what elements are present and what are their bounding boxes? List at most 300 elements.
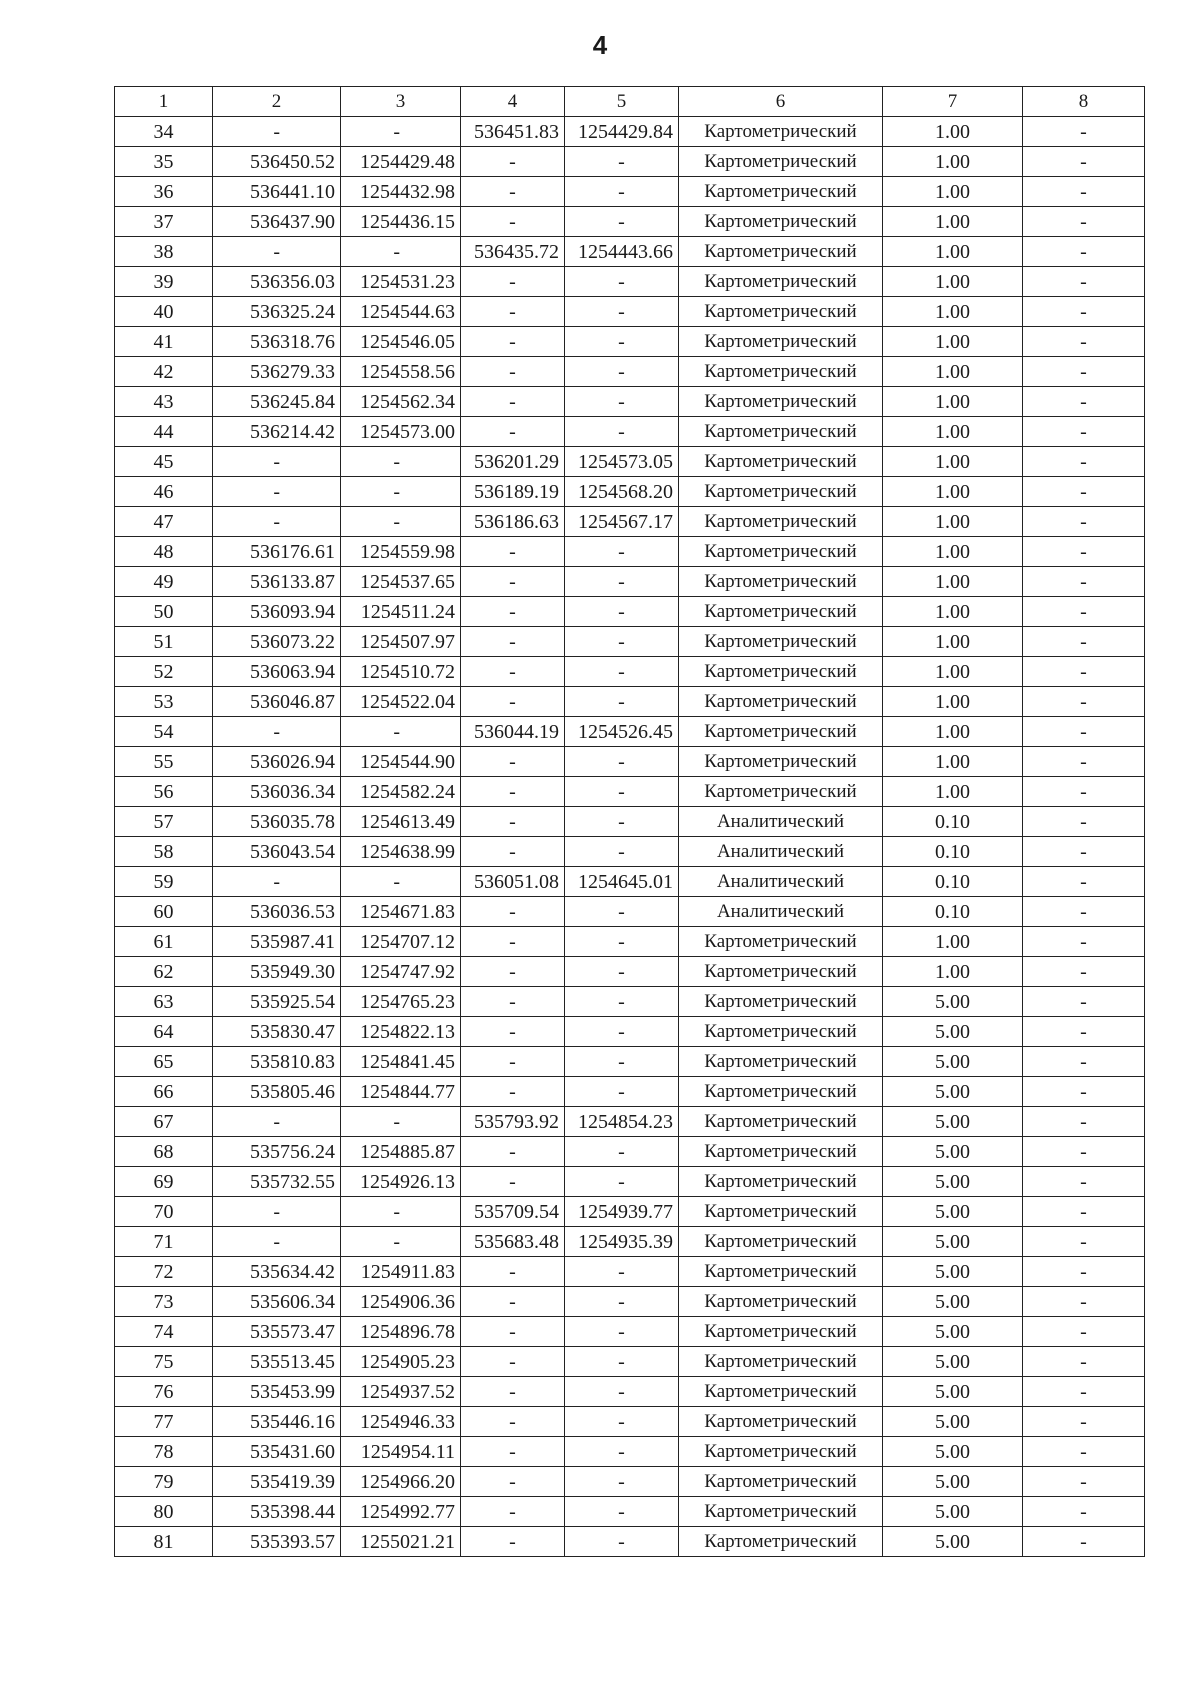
table-cell: 1.00 [883,777,1023,807]
table-cell: - [565,597,679,627]
table-cell: 5.00 [883,1107,1023,1137]
table-cell: - [1023,867,1145,897]
table-row [115,927,1145,957]
table-cell: Картометрический [679,387,883,417]
table-cell: - [461,1287,565,1317]
table-cell: - [1023,627,1145,657]
table-cell: 49 [115,567,213,597]
page-number: 4 [592,30,608,60]
table-cell: 5.00 [883,1287,1023,1317]
table-cell: - [565,987,679,1017]
table-row [115,117,1145,147]
table-cell: 0.10 [883,807,1023,837]
table-cell: 535634.42 [213,1257,341,1287]
table-cell: - [461,147,565,177]
table-cell: 535810.83 [213,1047,341,1077]
table-cell: 1254747.92 [341,957,461,987]
table-row [115,1257,1145,1287]
table-cell: 1.00 [883,747,1023,777]
table-cell: - [565,1437,679,1467]
table-cell: - [1023,387,1145,417]
table-cell: - [565,1167,679,1197]
table-cell: 72 [115,1257,213,1287]
column-header: 6 [679,87,883,117]
table-cell: - [213,1107,341,1137]
table-row [115,1047,1145,1077]
table-cell: 61 [115,927,213,957]
table-cell: 1.00 [883,207,1023,237]
table-cell: - [461,1347,565,1377]
table-cell: - [213,237,341,267]
table-cell: - [461,1047,565,1077]
table-row [115,1077,1145,1107]
table-cell: 5.00 [883,1197,1023,1227]
table-cell: 1.00 [883,537,1023,567]
table-cell: 1254926.13 [341,1167,461,1197]
table-cell: Картометрический [679,237,883,267]
table-row [115,1317,1145,1347]
table-cell: - [565,837,679,867]
table-cell: - [565,1497,679,1527]
table-cell: - [1023,1377,1145,1407]
table-cell: - [213,117,341,147]
table-cell: - [565,177,679,207]
table-header-row [115,87,1145,117]
table-cell: - [1023,207,1145,237]
table-cell: 37 [115,207,213,237]
table-cell: 1254911.83 [341,1257,461,1287]
table-row [115,777,1145,807]
table-cell: 5.00 [883,1077,1023,1107]
table-cell: 75 [115,1347,213,1377]
table-cell: 1.00 [883,297,1023,327]
table-cell: Картометрический [679,147,883,177]
table-cell: 67 [115,1107,213,1137]
table-cell: - [1023,1287,1145,1317]
table-cell: 0.10 [883,837,1023,867]
table-cell: Картометрический [679,507,883,537]
table-cell: - [1023,837,1145,867]
table-cell: Картометрический [679,1077,883,1107]
table-cell: 1.00 [883,717,1023,747]
table-cell: - [461,657,565,687]
table-cell: - [213,867,341,897]
table-cell: 1.00 [883,357,1023,387]
table-cell: 34 [115,117,213,147]
table-cell: - [1023,237,1145,267]
table-row [115,447,1145,477]
table-cell: - [1023,597,1145,627]
table-row [115,1497,1145,1527]
table-cell: 74 [115,1317,213,1347]
table-cell: 536356.03 [213,267,341,297]
table-cell: Картометрический [679,1167,883,1197]
table-row [115,1407,1145,1437]
table-cell: 535709.54 [461,1197,565,1227]
table-cell: 76 [115,1377,213,1407]
table-cell: - [565,807,679,837]
table-row [115,627,1145,657]
table-cell: 536026.94 [213,747,341,777]
table-cell: 38 [115,237,213,267]
table-row [115,567,1145,597]
table-cell: Картометрический [679,747,883,777]
table-cell: 50 [115,597,213,627]
table-cell: 535446.16 [213,1407,341,1437]
table-cell: - [565,147,679,177]
table-cell: 535805.46 [213,1077,341,1107]
table-cell: 5.00 [883,1437,1023,1467]
table-cell: - [565,567,679,597]
table-cell: - [1023,717,1145,747]
table-cell: - [461,1497,565,1527]
table-cell: 1.00 [883,627,1023,657]
table-cell: 62 [115,957,213,987]
table-cell: 1254844.77 [341,1077,461,1107]
table-cell: 1.00 [883,477,1023,507]
table-row [115,1107,1145,1137]
table-cell: Картометрический [679,447,883,477]
table-row [115,147,1145,177]
table-cell: - [461,567,565,597]
table-cell: Картометрический [679,1287,883,1317]
table-cell: Картометрический [679,777,883,807]
table-cell: - [341,1227,461,1257]
table-cell: 1.00 [883,447,1023,477]
table-cell: - [461,1377,565,1407]
table-row [115,597,1145,627]
table-cell: - [1023,1467,1145,1497]
table-cell: 536133.87 [213,567,341,597]
table-cell: - [341,867,461,897]
table-cell: - [1023,957,1145,987]
table-cell: 1254671.83 [341,897,461,927]
table-cell: 5.00 [883,1347,1023,1377]
table-row [115,537,1145,567]
table-cell: - [1023,1257,1145,1287]
table-row [115,1197,1145,1227]
table-cell: - [565,297,679,327]
table-cell: 1254429.48 [341,147,461,177]
table-cell: 35 [115,147,213,177]
table-cell: Картометрический [679,1527,883,1557]
table-cell: 1254885.87 [341,1137,461,1167]
table-cell: Картометрический [679,1347,883,1377]
table-cell: - [1023,657,1145,687]
table-cell: 1254562.34 [341,387,461,417]
table-cell: 80 [115,1497,213,1527]
table-cell: - [565,657,679,687]
table-cell: 1254429.84 [565,117,679,147]
table-cell: - [1023,1167,1145,1197]
table-cell: - [565,207,679,237]
table-cell: 535393.57 [213,1527,341,1557]
table-cell: - [213,717,341,747]
table-cell: 1.00 [883,147,1023,177]
table-body [115,117,1145,1557]
table-cell: - [1023,477,1145,507]
table-cell: Картометрический [679,1467,883,1497]
table-cell: 1254765.23 [341,987,461,1017]
table-cell: - [565,1257,679,1287]
table-cell: - [1023,1347,1145,1377]
table-cell: 536279.33 [213,357,341,387]
table-cell: Картометрический [679,927,883,957]
table-row [115,507,1145,537]
table-cell: 535431.60 [213,1437,341,1467]
table-cell: 60 [115,897,213,927]
table-cell: 58 [115,837,213,867]
table-cell: - [1023,1527,1145,1557]
table-cell: Аналитический [679,867,883,897]
table-cell: Картометрический [679,477,883,507]
table-cell: - [461,1437,565,1467]
table-cell: - [1023,1497,1145,1527]
table-cell: 42 [115,357,213,387]
table-cell: 5.00 [883,987,1023,1017]
table-cell: - [341,117,461,147]
table-cell: 65 [115,1047,213,1077]
table-cell: - [565,417,679,447]
table-cell: - [461,957,565,987]
table-cell: - [565,1317,679,1347]
table-cell: - [461,1017,565,1047]
table-cell: Картометрический [679,1497,883,1527]
table-cell: 53 [115,687,213,717]
column-header: 8 [1023,87,1145,117]
table-cell: 1254537.65 [341,567,461,597]
table-cell: 1254638.99 [341,837,461,867]
table-cell: - [461,177,565,207]
table-cell: Картометрический [679,1197,883,1227]
table-cell: - [461,387,565,417]
table-cell: - [213,1227,341,1257]
table-cell: 536073.22 [213,627,341,657]
table-cell: 1254544.63 [341,297,461,327]
table-cell: - [1023,927,1145,957]
table-cell: Картометрический [679,1377,883,1407]
table-cell: - [1023,327,1145,357]
table-row [115,207,1145,237]
table-cell: 535606.34 [213,1287,341,1317]
table-cell: - [213,507,341,537]
column-header: 1 [115,87,213,117]
table-cell: 536189.19 [461,477,565,507]
table-cell: Картометрический [679,357,883,387]
table-cell: - [1023,567,1145,597]
table-cell: 1.00 [883,267,1023,297]
column-header: 4 [461,87,565,117]
table-cell: Картометрический [679,207,883,237]
table-cell: Аналитический [679,837,883,867]
table-row [115,267,1145,297]
table-cell: 1.00 [883,927,1023,957]
table-cell: - [341,507,461,537]
table-row [115,867,1145,897]
table-cell: 5.00 [883,1017,1023,1047]
table-cell: 56 [115,777,213,807]
table-cell: 79 [115,1467,213,1497]
table-cell: 1.00 [883,327,1023,357]
table-cell: - [1023,537,1145,567]
table-cell: - [565,897,679,927]
table-cell: 1254559.98 [341,537,461,567]
table-cell: 1254841.45 [341,1047,461,1077]
table-cell: - [461,927,565,957]
table-cell: - [565,1077,679,1107]
table-cell: 1254573.05 [565,447,679,477]
table-cell: - [1023,1197,1145,1227]
table-cell: - [565,327,679,357]
table-cell: - [341,1107,461,1137]
table-cell: - [1023,177,1145,207]
table-cell: 1254939.77 [565,1197,679,1227]
table-cell: 536435.72 [461,237,565,267]
table-cell: - [1023,1047,1145,1077]
table-cell: 48 [115,537,213,567]
table-cell: 1254613.49 [341,807,461,837]
table-cell: - [341,1197,461,1227]
table-cell: Картометрический [679,297,883,327]
table-cell: 536318.76 [213,327,341,357]
table-cell: - [461,1137,565,1167]
table-cell: - [461,267,565,297]
table-row [115,1287,1145,1317]
table-row [115,327,1145,357]
table-cell: 535419.39 [213,1467,341,1497]
table-cell: - [565,1467,679,1497]
table-row [115,1467,1145,1497]
table-cell: 536245.84 [213,387,341,417]
table-cell: 1254954.11 [341,1437,461,1467]
table-cell: 47 [115,507,213,537]
table-cell: 1.00 [883,387,1023,417]
table-cell: 77 [115,1407,213,1437]
table-cell: 41 [115,327,213,357]
table-cell: Картометрический [679,1407,883,1437]
table-cell: 46 [115,477,213,507]
table-cell: - [461,777,565,807]
table-cell: 535949.30 [213,957,341,987]
table-cell: - [1023,117,1145,147]
coordinates-table [114,86,1145,1557]
table-cell: - [1023,987,1145,1017]
table-cell: 536043.54 [213,837,341,867]
table-cell: 1254896.78 [341,1317,461,1347]
table-row [115,687,1145,717]
table-cell: Картометрический [679,687,883,717]
table-cell: 78 [115,1437,213,1467]
column-header: 7 [883,87,1023,117]
table-cell: 1254507.97 [341,627,461,657]
table-cell: - [1023,1137,1145,1167]
table-cell: Картометрический [679,1017,883,1047]
table-cell: 536035.78 [213,807,341,837]
table-row [115,477,1145,507]
table-cell: 57 [115,807,213,837]
table-cell: 43 [115,387,213,417]
table-cell: 536201.29 [461,447,565,477]
table-cell: 1254436.15 [341,207,461,237]
table-cell: - [461,357,565,387]
table-cell: 1254966.20 [341,1467,461,1497]
table-cell: 1254906.36 [341,1287,461,1317]
table-cell: 39 [115,267,213,297]
table-cell: - [1023,147,1145,177]
table-cell: 536450.52 [213,147,341,177]
table-cell: 0.10 [883,867,1023,897]
table-cell: 535453.99 [213,1377,341,1407]
table-cell: 536214.42 [213,417,341,447]
table-cell: 81 [115,1527,213,1557]
table-row [115,717,1145,747]
table-cell: 536044.19 [461,717,565,747]
table-cell: Аналитический [679,807,883,837]
table-cell: - [565,777,679,807]
table-cell: - [341,717,461,747]
table-cell: - [461,687,565,717]
table-cell: - [1023,897,1145,927]
table-cell: - [565,537,679,567]
table-cell: 536437.90 [213,207,341,237]
table-cell: 536051.08 [461,867,565,897]
table-cell: - [461,987,565,1017]
table-cell: Картометрический [679,957,883,987]
table-cell: 44 [115,417,213,447]
table-cell: Картометрический [679,987,883,1017]
table-cell: - [1023,807,1145,837]
table-cell: 5.00 [883,1167,1023,1197]
table-cell: - [461,1407,565,1437]
table-cell: - [565,627,679,657]
table-cell: - [461,207,565,237]
table-cell: - [341,477,461,507]
table-cell: - [1023,297,1145,327]
table-cell: - [461,897,565,927]
table-cell: 5.00 [883,1377,1023,1407]
table-cell: Картометрический [679,1137,883,1167]
table-cell: 1.00 [883,237,1023,267]
table-cell: 52 [115,657,213,687]
table-cell: - [461,1527,565,1557]
table-cell: - [1023,1317,1145,1347]
table-cell: - [461,297,565,327]
table-cell: 536093.94 [213,597,341,627]
table-cell: 1.00 [883,657,1023,687]
table-cell: 1254937.52 [341,1377,461,1407]
table-row [115,897,1145,927]
table-cell: 1254905.23 [341,1347,461,1377]
table-cell: - [565,267,679,297]
table-cell: 1254511.24 [341,597,461,627]
table-cell: Картометрический [679,1257,883,1287]
table-cell: 535830.47 [213,1017,341,1047]
table-cell: 5.00 [883,1497,1023,1527]
table-cell: - [461,1077,565,1107]
table-cell: 5.00 [883,1047,1023,1077]
table-cell: Картометрический [679,537,883,567]
table-cell: 1254544.90 [341,747,461,777]
table-row [115,837,1145,867]
table-cell: 54 [115,717,213,747]
table-cell: - [461,627,565,657]
table-row [115,747,1145,777]
column-header: 3 [341,87,461,117]
table-cell: 59 [115,867,213,897]
table-cell: 71 [115,1227,213,1257]
table-cell: - [1023,687,1145,717]
table-row [115,1017,1145,1047]
